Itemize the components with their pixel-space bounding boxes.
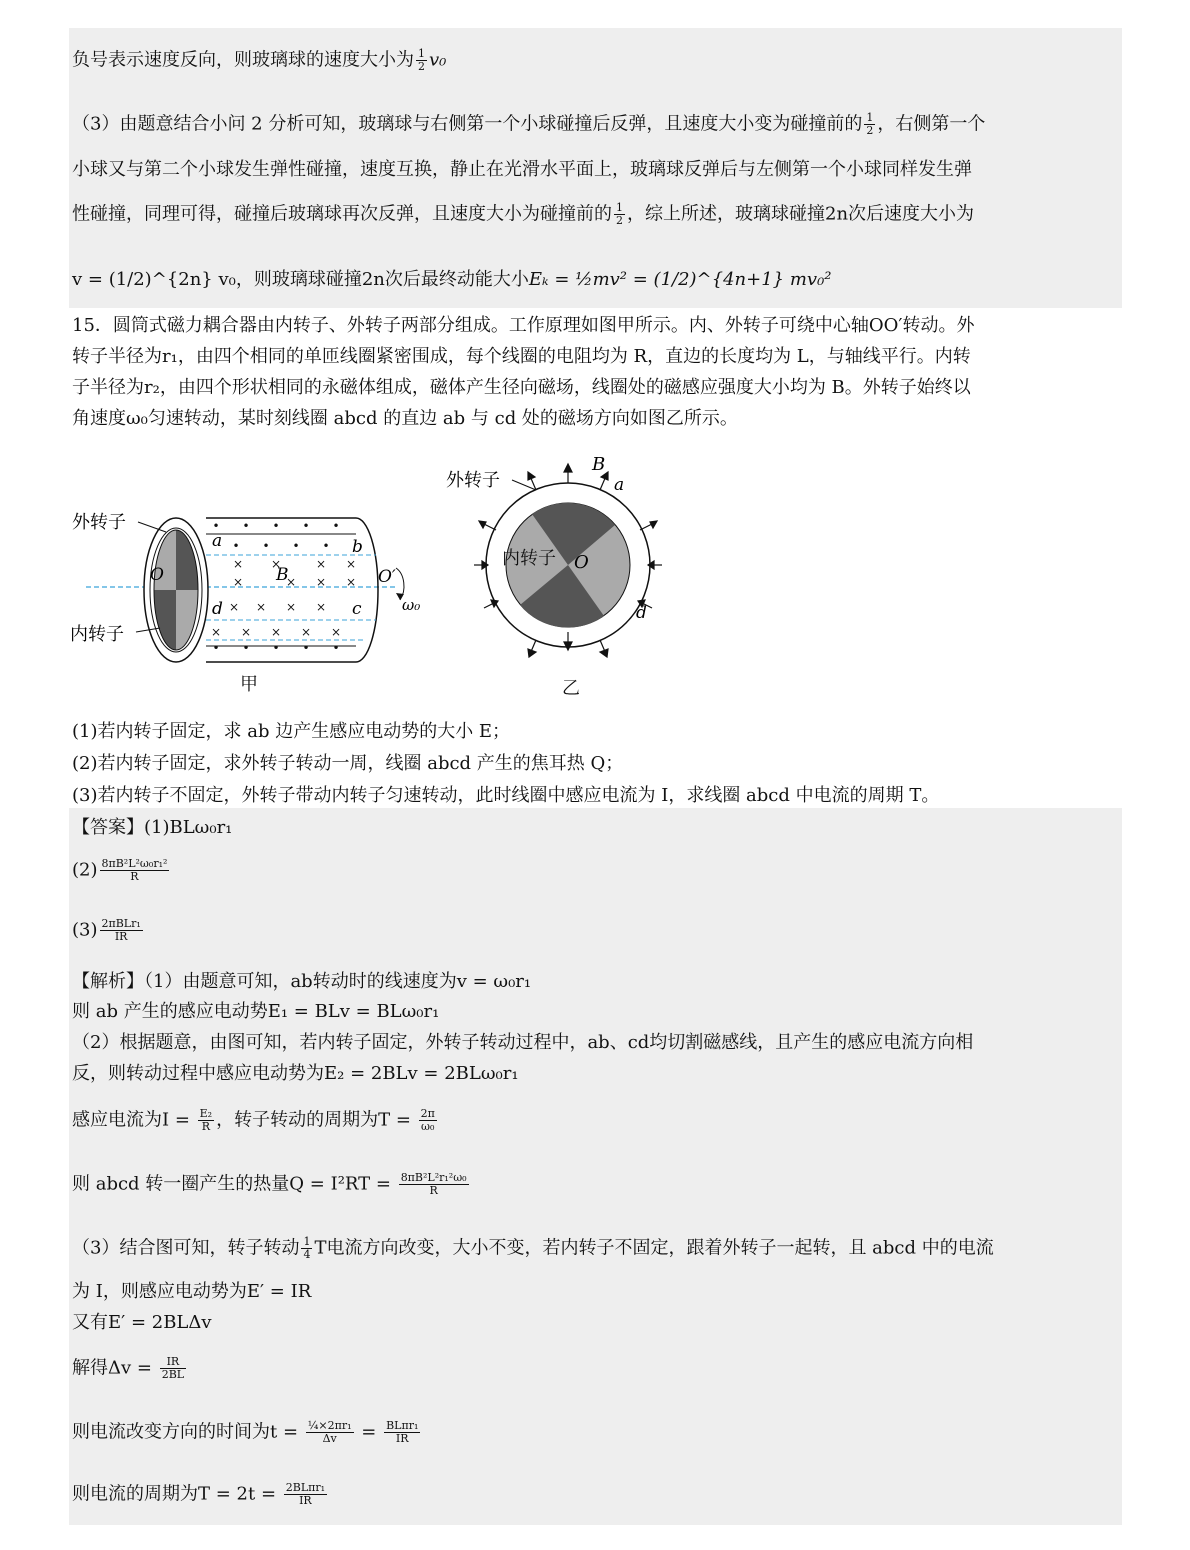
prev-part3-a: （3）由题意结合小问 2 分析可知，玻璃球与右侧第一个小球碰撞后反弹，且速度大小变为碰撞前的 $\frac{1}{2}$ ，右侧第一个 bbox=[72, 111, 986, 137]
svg-text:b: b bbox=[352, 537, 363, 557]
analysis-9: 又有E′ = 2BLΔv bbox=[72, 1312, 212, 1333]
analysis-3: （2）根据题意，由图可知，若内转子固定，外转子转动过程中，ab、cd均切割磁感线，且产生的感应电流方向相 bbox=[72, 1032, 974, 1053]
svg-text:•: • bbox=[322, 539, 330, 553]
svg-text:•: • bbox=[332, 519, 340, 533]
svg-text:×: × bbox=[345, 575, 357, 589]
label-outer-rotor-jia: 外转子 bbox=[72, 512, 126, 533]
analysis-2: 则 ab 产生的感应电动势E₁ = BLv = BLω₀r₁ bbox=[72, 1001, 440, 1022]
svg-text:•: • bbox=[212, 519, 220, 533]
svg-text:×: × bbox=[210, 625, 222, 639]
svg-text:×: × bbox=[330, 625, 342, 639]
svg-text:•: • bbox=[232, 539, 240, 553]
svg-text:•: • bbox=[292, 539, 300, 553]
svg-text:×: × bbox=[232, 557, 244, 571]
svg-text:•: • bbox=[212, 641, 220, 655]
analysis-6: 则 abcd 转一圈产生的热量Q = I²RT = $\frac{\text{8πB²L²r₁²ω₀}}{R}$ bbox=[72, 1171, 467, 1197]
svg-text:×: × bbox=[255, 600, 267, 614]
prev-line-1: 负号表示速度反向，则玻璃球的速度大小为 $\frac{1}{2}$ v₀ bbox=[72, 47, 447, 73]
answer-3: (3) $\frac{\text{2πBLr₁}}{IR}$ bbox=[72, 917, 141, 943]
svg-text:×: × bbox=[315, 557, 327, 571]
svg-text:×: × bbox=[300, 625, 312, 639]
answer-2: (2) $\frac{\text{8πB²L²ω₀r₁²}}{R}$ bbox=[72, 857, 168, 883]
svg-text:B: B bbox=[592, 454, 606, 475]
problem-line-2: 转子半径为r₁，由四个相同的单匝线圈紧密围成，每个线圈的电阻均为 R，直边的长度均为 L，与轴线平行。内转 bbox=[72, 346, 971, 367]
analysis-5: 感应电流为I = $\frac{\text{E₂}}{R}$ ，转子转动的周期为T = $\frac{2\pi}{\text{ω₀}}$ bbox=[72, 1107, 435, 1133]
analysis-10: 解得Δv = $\frac{IR}{2BL}$ bbox=[72, 1355, 185, 1381]
svg-text:•: • bbox=[262, 539, 270, 553]
label-inner-rotor-jia: 内转子 bbox=[70, 624, 124, 645]
answer-1: 【答案】(1)BLω₀r₁ bbox=[72, 817, 233, 838]
svg-text:×: × bbox=[345, 557, 357, 571]
svg-text:a: a bbox=[212, 531, 223, 551]
problem-line-1: 15．圆筒式磁力耦合器由内转子、外转子两部分组成。工作原理如图甲所示。内、外转子可绕中心轴OO′转动。外 bbox=[72, 315, 975, 336]
svg-text:•: • bbox=[272, 519, 280, 533]
prev-part3-d: v = (1/2)^{2n} v₀，则玻璃球碰撞2n次后最终动能大小Eₖ = ½mv² = (1/2)^{4n+1} mv₀² bbox=[72, 269, 832, 290]
svg-text:×: × bbox=[285, 600, 297, 614]
analysis-8: 为 I，则感应电动势为E′ = IR bbox=[72, 1281, 312, 1302]
svg-text:•: • bbox=[242, 519, 250, 533]
answer-analysis-block bbox=[69, 808, 1122, 1525]
svg-text:•: • bbox=[302, 641, 310, 655]
svg-text:×: × bbox=[270, 625, 282, 639]
svg-text:•: • bbox=[302, 519, 310, 533]
caption-yi: 乙 bbox=[562, 678, 580, 699]
svg-text:c: c bbox=[352, 599, 362, 619]
prev-part3-b: 小球又与第二个小球发生弹性碰撞，速度互换，静止在光滑水平面上，玻璃球反弹后与左侧第一个小球同样发生弹 bbox=[72, 159, 972, 180]
analysis-4: 反，则转动过程中感应电动势为E₂ = 2BLv = 2BLω₀r₁ bbox=[72, 1063, 519, 1084]
svg-text:×: × bbox=[270, 557, 282, 571]
label-inner-rotor-yi: 内转子 bbox=[502, 548, 556, 569]
svg-text:d: d bbox=[212, 599, 223, 619]
svg-text:O: O bbox=[150, 565, 164, 585]
figure-jia bbox=[66, 450, 446, 700]
question-1: (1)若内转子固定，求 ab 边产生感应电动势的大小 E； bbox=[72, 721, 511, 742]
question-3: (3)若内转子不固定，外转子带动内转子匀速转动，此时线圈中感应电流为 I，求线圈 abcd 中电流的周期 T。 bbox=[72, 785, 940, 806]
figure-yi bbox=[440, 450, 680, 660]
analysis-12: 则电流的周期为T = 2t = $\frac{\text{2BLπr₁}}{IR}$ bbox=[72, 1481, 326, 1507]
problem-line-4: 角速度ω₀匀速转动，某时刻线圈 abcd 的直边 ab 与 cd 处的磁场方向如图乙所示。 bbox=[72, 408, 738, 429]
svg-text:O: O bbox=[574, 552, 589, 573]
analysis-11: 则电流改变方向的时间为t = $\frac{\text{¼×2πr₁}}{\Delta v}$ = $\frac{\text{BLπr₁}}{IR}$ bbox=[72, 1419, 419, 1445]
svg-text:×: × bbox=[285, 575, 297, 589]
svg-text:×: × bbox=[315, 600, 327, 614]
svg-text:ω₀: ω₀ bbox=[402, 596, 421, 614]
svg-text:•: • bbox=[332, 641, 340, 655]
analysis-7: （3）结合图可知，转子转动 $\frac{1}{4}$ T电流方向改变，大小不变，若内转子不固定，跟着外转子一起转，且 abcd 中的电流 bbox=[72, 1235, 994, 1261]
svg-text:•: • bbox=[242, 641, 250, 655]
svg-text:×: × bbox=[232, 575, 244, 589]
svg-text:×: × bbox=[315, 575, 327, 589]
svg-text:B: B bbox=[276, 565, 289, 585]
svg-text:O′: O′ bbox=[378, 567, 396, 587]
question-2: (2)若内转子固定，求外转子转动一周，线圈 abcd 产生的焦耳热 Q； bbox=[72, 753, 624, 774]
svg-text:d: d bbox=[636, 603, 647, 623]
svg-text:a: a bbox=[614, 475, 625, 495]
svg-text:×: × bbox=[240, 625, 252, 639]
analysis-1: 【解析】（1）由题意可知，ab转动时的线速度为v = ω₀r₁ bbox=[72, 971, 532, 992]
svg-text:×: × bbox=[228, 600, 240, 614]
label-outer-rotor-yi: 外转子 bbox=[446, 470, 500, 491]
svg-text:•: • bbox=[272, 641, 280, 655]
prev-part3-c: 性碰撞，同理可得，碰撞后玻璃球再次反弹，且速度大小为碰撞前的 $\frac{1}{2}$ ，综上所述，玻璃球碰撞2n次后速度大小为 bbox=[72, 201, 975, 227]
caption-jia: 甲 bbox=[240, 674, 258, 695]
problem-line-3: 子半径为r₂，由四个形状相同的永磁体组成，磁体产生径向磁场，线圈处的磁感应强度大小均为 B。外转子始终以 bbox=[72, 377, 971, 398]
